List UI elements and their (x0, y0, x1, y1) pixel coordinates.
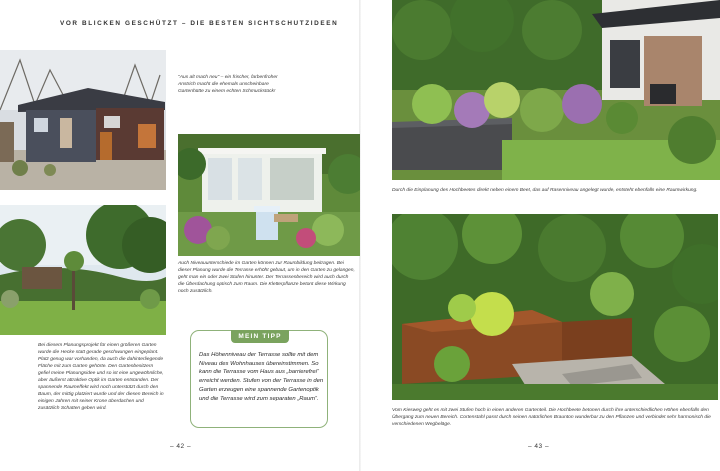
photo-terrace (178, 134, 360, 256)
photo-corten-steps (392, 214, 718, 400)
caption-garden: Bei diesem Planungsprojekt für einen größeren Garten wurde die Hecke statt gerade geschwungen eingeplant. Platz genug war vorhanden, da auch die dahinterliegende Fläche mit zum Garten gehörte. Den Gartenbesitzern gefiel meine Planungsidee und so ist eine ungewöhnliche, aber äußerst attraktive Optik im Garten entstanden. Der spannende Raumeffekt wird noch unterstützt durch den Baum, der mittig platziert wurde und der diesen Bereich in einigen Jahren mit seiner Krone überdachen und zusätzlich Schatten geben wird. (38, 343, 164, 411)
tip-text: Das Höhenniveau der Terrasse sollte mit dem Niveau des Wohnhauses übereinstimmen. So kann die Terrasse vom Haus aus „barrierefrei“ erreicht werden. Stufen von der Terrasse in den Garten erzeugen eine spannende Gartenoptik und die Terrasse wird zum separaten „Raum“. (199, 352, 324, 402)
photo-curved-hedge (0, 205, 166, 335)
page-number-right: – 43 – (528, 443, 550, 450)
page-header: VOR BLICKEN GESCHÜTZT – DIE BESTEN SICHTSCHUTZIDEEN (60, 20, 339, 27)
photo-garden-shed (0, 50, 166, 190)
tip-title: MEIN TIPP (231, 330, 289, 343)
caption-raised-bed: Durch die Einplanung des Hochbeetes direkt neben einem Beet, das auf Rasenniveau angelegt wurde, entsteht ebenfalls eine Raumwirkung. (392, 188, 698, 193)
caption-steps: Vom Kiesweg geht es mit zwei Stufen hoch in einen anderen Gartenteil. Die Hochbeete betonen durch ihre unterschiedlichen Höhen ebenfalls den Übergang zum neuen Bereich. Cortenstahl passt durch seinen natürlichen Braunton wunderbar zu den Pflanzen und verbindet sehr harmonisch die verschiedenen Wegbeläge. (392, 408, 711, 427)
tip-box (190, 330, 328, 428)
photo-raised-bed (392, 0, 720, 180)
caption-terrace: Auch Niveauunterschiede im Garten können zur Raumbildung beitragen. Bei dieser Planung wurde die Terrasse erhöht gebaut, um in den Garten zu gelangen, geht man ein oder zwei Stufen hinunter. Der Terrassenbereich wird auch durch die Überdachung optisch zum Raum. Die Kletterpflanze betont diese Wirkung noch zusätzlich. (178, 261, 355, 294)
caption-shed: "Aus alt mach neu" – ein frischer, farbenfroher Anstrich macht die ehemals unscheinbare Gartenhütte zu einem echten Schmuckstück! (178, 75, 278, 94)
page-number-left: – 42 – (170, 443, 192, 450)
